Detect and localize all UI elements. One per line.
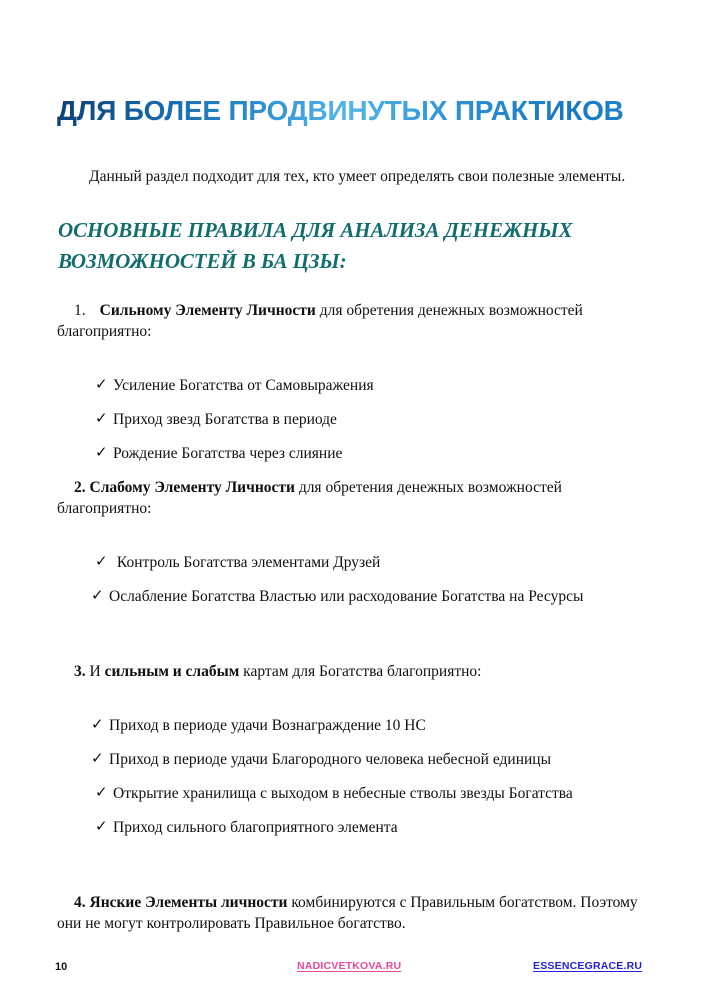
list-item-label: Усиление Богатства от Самовыражения [113, 377, 374, 394]
spacer [57, 464, 647, 477]
check-icon: ✓ [95, 409, 108, 427]
check-icon: ✓ [95, 552, 108, 570]
check-icon: ✓ [95, 817, 108, 835]
section-heading-line-1: ОСНОВНЫЕ ПРАВИЛА ДЛЯ АНАЛИЗА ДЕНЕЖНЫХ [58, 218, 573, 242]
rule-lead-4 [57, 892, 647, 934]
page-number: 10 [55, 961, 68, 973]
list-item [57, 715, 647, 736]
list-item-label: Контроль Богатства элементами Друзей [116, 554, 381, 571]
rule-lead-2 [57, 477, 647, 519]
list-item-label: Приход в периоде удачи Вознаграждение 10 НС [109, 717, 426, 734]
spacer [57, 682, 647, 702]
rule-lead-bold-3: сильным и слабым [104, 663, 240, 680]
check-list-3 [57, 715, 647, 838]
list-item [57, 749, 647, 770]
list-item [57, 443, 647, 464]
rule-lead-bold-4: Янские Элементы личности [89, 894, 288, 911]
list-item [57, 783, 647, 804]
rule-block-1 [57, 300, 647, 464]
spacer [57, 607, 647, 661]
rule-block-2 [57, 477, 647, 607]
page-footer [0, 960, 705, 984]
list-item-label: Приход звезд Богатства в периоде [113, 411, 337, 428]
list-item-label: Приход сильного благоприятного элемента [113, 819, 398, 836]
rules-list [57, 300, 647, 934]
spacer [57, 342, 647, 362]
spacer [57, 838, 647, 892]
check-list-1 [57, 375, 647, 464]
footer-link-essencegrace[interactable]: ESSENCEGRACE.RU [533, 960, 643, 972]
rule-number-2: 2. [74, 479, 86, 496]
list-item [57, 586, 647, 607]
rule-lead-bold-2: Слабому Элементу Личности [89, 479, 295, 496]
list-item [57, 817, 647, 838]
footer-link-nadicvetkova[interactable]: NADICVETKOVA.RU [297, 960, 402, 972]
rule-lead-prefix-3: И [85, 663, 105, 680]
check-icon: ✓ [95, 783, 108, 801]
page-title: ДЛЯ БОЛЕЕ ПРОДВИНУТЫХ ПРАКТИКОВ [57, 95, 657, 127]
intro-paragraph: Данный раздел подходит для тех, кто умеет определять свои полезные элементы. [89, 167, 626, 185]
rule-lead-rest-4: комбинируются с Правильным богатством. Поэтому они не могут контролировать Правильное богатство. [57, 894, 638, 932]
rule-lead-rest-2: для обретения денежных возможностей благоприятно: [57, 479, 562, 517]
check-list-2 [57, 552, 647, 607]
rule-number-4: 4. [74, 894, 86, 911]
rule-number-1: 1. [74, 302, 86, 319]
section-heading [58, 215, 648, 277]
check-icon: ✓ [95, 443, 108, 461]
rule-block-4 [57, 892, 647, 934]
rule-lead-1 [57, 300, 647, 342]
rule-block-3 [57, 661, 647, 838]
list-item-label: Рождение Богатства через слияние [113, 445, 343, 462]
check-icon: ✓ [91, 715, 104, 733]
spacer [57, 519, 647, 539]
list-item-label: Приход в периоде удачи Благородного человека небесной единицы [109, 751, 552, 768]
check-icon: ✓ [91, 586, 104, 604]
rule-lead-rest-1: для обретения денежных возможностей благоприятно: [57, 302, 583, 340]
list-item-label: Ослабление Богатства Властью или расходование Богатства на Ресурсы [109, 588, 584, 605]
rule-lead-3 [57, 661, 647, 682]
rule-lead-bold-1: Сильному Элементу Личности [99, 302, 316, 319]
check-icon: ✓ [91, 749, 104, 767]
check-icon: ✓ [95, 375, 108, 393]
list-item [57, 409, 647, 430]
rule-lead-rest-3: картам для Богатства благоприятно: [239, 663, 482, 680]
list-item-label: Открытие хранилища с выходом в небесные стволы звезды Богатства [113, 785, 573, 802]
section-heading-line-2: ВОЗМОЖНОСТЕЙ В БА ЦЗЫ: [58, 249, 347, 273]
list-item [57, 552, 647, 573]
list-item [57, 375, 647, 396]
rule-number-3: 3. [74, 663, 86, 680]
